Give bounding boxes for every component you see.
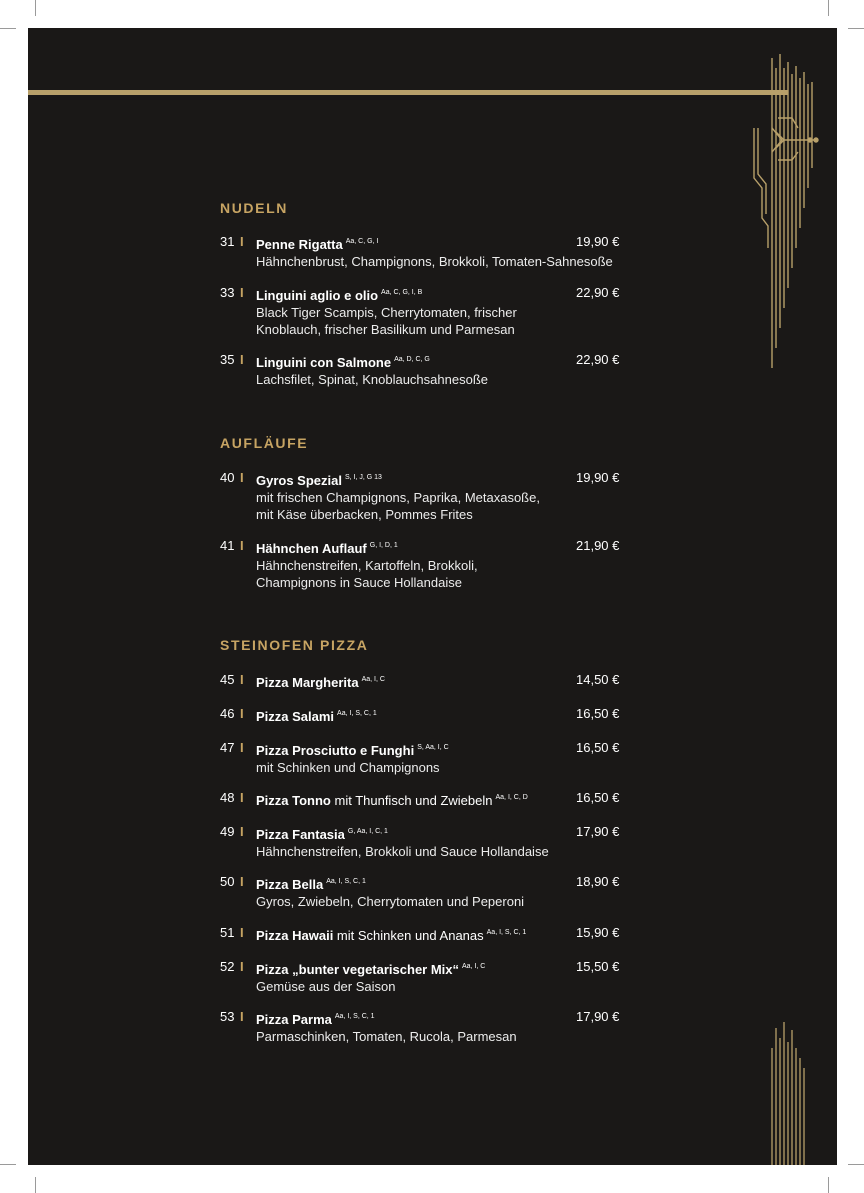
- item-body: [256, 537, 626, 591]
- crop-mark: [35, 0, 36, 16]
- item-description: mit Schinken und Champignons: [256, 760, 440, 775]
- item-name: Pizza „bunter vegetarischer Mix“: [256, 962, 460, 977]
- item-name: Pizza Hawaii: [256, 928, 334, 943]
- item-allergens: Aa, D, C, G: [394, 356, 430, 363]
- item-description: mit frischen Champignons, Paprika, Metaxasoße,: [256, 490, 540, 505]
- item-name: Pizza Salami: [256, 709, 335, 724]
- item-body: [256, 823, 626, 860]
- item-description: Parmaschinken, Tomaten, Rucola, Parmesan: [256, 1029, 517, 1044]
- item-allergens: Aa, I, S, C, 1: [326, 878, 366, 885]
- item-number: 50: [220, 874, 235, 889]
- item-description: mit Käse überbacken, Pommes Frites: [256, 507, 473, 522]
- item-name: Linguini con Salmone: [256, 355, 392, 370]
- menu-page: [28, 28, 837, 1165]
- item-separator: I: [240, 740, 244, 755]
- item-number: 48: [220, 790, 235, 805]
- item-number: 31: [220, 234, 235, 249]
- item-price: 22,90 €: [576, 285, 620, 300]
- item-description: Gemüse aus der Saison: [256, 979, 396, 994]
- item-number: 51: [220, 925, 235, 940]
- item-description: Knoblauch, frischer Basilikum und Parmesan: [256, 322, 515, 337]
- item-allergens: Aa, I, C: [361, 676, 385, 683]
- item-name: Hähnchen Auflauf: [256, 541, 367, 556]
- item-separator: I: [240, 538, 244, 553]
- item-body: [256, 671, 626, 691]
- item-name: Pizza Bella: [256, 877, 324, 892]
- item-name: Pizza Parma: [256, 1012, 332, 1027]
- item-price: 21,90 €: [576, 538, 620, 553]
- crop-mark: [848, 28, 864, 29]
- item-body: [256, 469, 626, 523]
- item-allergens: Aa, I, C: [462, 963, 486, 970]
- item-number: 33: [220, 285, 235, 300]
- item-separator: I: [240, 285, 244, 300]
- item-price: 16,50 €: [576, 790, 620, 805]
- item-body: [256, 873, 626, 910]
- item-allergens: Aa, C, G, I, B: [381, 289, 423, 296]
- item-separator: I: [240, 925, 244, 940]
- item-body: [256, 789, 626, 809]
- item-separator: I: [240, 1009, 244, 1024]
- item-description: Lachsfilet, Spinat, Knoblauchsahnesoße: [256, 372, 488, 387]
- item-allergens: Aa, I, C, D: [495, 794, 528, 801]
- item-body: [256, 351, 626, 388]
- item-name: Pizza Fantasia: [256, 827, 345, 842]
- item-separator: I: [240, 470, 244, 485]
- item-description: Hähnchenstreifen, Brokkoli und Sauce Hollandaise: [256, 844, 549, 859]
- item-separator: I: [240, 959, 244, 974]
- item-inline-desc: mit Thunfisch und Zwiebeln: [330, 793, 493, 808]
- item-number: 52: [220, 959, 235, 974]
- item-body: [256, 958, 626, 995]
- item-inline-desc: mit Schinken und Ananas: [333, 928, 484, 943]
- item-allergens: Aa, I, S, C, 1: [334, 1013, 375, 1020]
- item-number: 45: [220, 672, 235, 687]
- item-name: Linguini aglio e olio: [256, 288, 379, 303]
- gold-header-line: [28, 90, 788, 95]
- item-allergens: G, I, D, 1: [369, 542, 398, 549]
- item-price: 15,50 €: [576, 959, 620, 974]
- section-title: AUFLÄUFE: [220, 435, 309, 451]
- crop-mark: [35, 1177, 36, 1193]
- item-allergens: S, Aa, I, C: [417, 744, 449, 751]
- item-description: Champignons in Sauce Hollandaise: [256, 575, 462, 590]
- item-allergens: G, Aa, I, C, 1: [347, 828, 388, 835]
- item-price: 16,50 €: [576, 740, 620, 755]
- item-body: [256, 705, 626, 725]
- item-separator: I: [240, 824, 244, 839]
- section-title: NUDELN: [220, 200, 288, 216]
- item-allergens: S, I, J, G 13: [344, 474, 382, 481]
- item-body: [256, 739, 626, 776]
- item-name: Pizza Tonno: [256, 793, 331, 808]
- item-number: 41: [220, 538, 235, 553]
- item-separator: I: [240, 790, 244, 805]
- item-price: 19,90 €: [576, 470, 620, 485]
- item-number: 49: [220, 824, 235, 839]
- item-number: 53: [220, 1009, 235, 1024]
- item-allergens: Aa, C, G, I: [345, 238, 379, 245]
- item-number: 46: [220, 706, 235, 721]
- item-body: [256, 233, 626, 270]
- item-separator: I: [240, 672, 244, 687]
- crop-mark: [828, 1177, 829, 1193]
- item-name: Pizza Margherita: [256, 675, 359, 690]
- item-number: 35: [220, 352, 235, 367]
- item-price: 17,90 €: [576, 824, 620, 839]
- item-price: 17,90 €: [576, 1009, 620, 1024]
- item-name: Penne Rigatta: [256, 237, 343, 252]
- item-description: Gyros, Zwiebeln, Cherrytomaten und Peperoni: [256, 894, 525, 909]
- section-title: STEINOFEN PIZZA: [220, 637, 369, 653]
- item-description: Hähnchenstreifen, Kartoffeln, Brokkoli,: [256, 558, 478, 573]
- item-separator: I: [240, 706, 244, 721]
- item-price: 22,90 €: [576, 352, 620, 367]
- item-number: 40: [220, 470, 235, 485]
- item-separator: I: [240, 352, 244, 367]
- art-deco-ornament-top: [748, 48, 828, 368]
- item-allergens: Aa, I, S, C, 1: [337, 710, 377, 717]
- item-price: 18,90 €: [576, 874, 620, 889]
- item-description: Hähnchenbrust, Champignons, Brokkoli, Tomaten-Sahnesoße: [256, 254, 613, 269]
- crop-mark: [848, 1164, 864, 1165]
- item-price: 14,50 €: [576, 672, 620, 687]
- item-price: 16,50 €: [576, 706, 620, 721]
- item-allergens: Aa, I, S, C, 1: [486, 929, 527, 936]
- item-price: 19,90 €: [576, 234, 620, 249]
- item-name: Pizza Prosciutto e Funghi: [256, 743, 415, 758]
- item-description: Black Tiger Scampis, Cherrytomaten, frischer: [256, 305, 517, 320]
- item-number: 47: [220, 740, 235, 755]
- crop-mark: [0, 1164, 16, 1165]
- item-body: [256, 924, 626, 944]
- item-body: [256, 284, 626, 338]
- art-deco-ornament-bottom: [764, 1018, 814, 1165]
- item-price: 15,90 €: [576, 925, 620, 940]
- item-name: Gyros Spezial: [256, 473, 342, 488]
- item-separator: I: [240, 874, 244, 889]
- item-body: [256, 1008, 626, 1045]
- item-separator: I: [240, 234, 244, 249]
- crop-mark: [0, 28, 16, 29]
- crop-mark: [828, 0, 829, 16]
